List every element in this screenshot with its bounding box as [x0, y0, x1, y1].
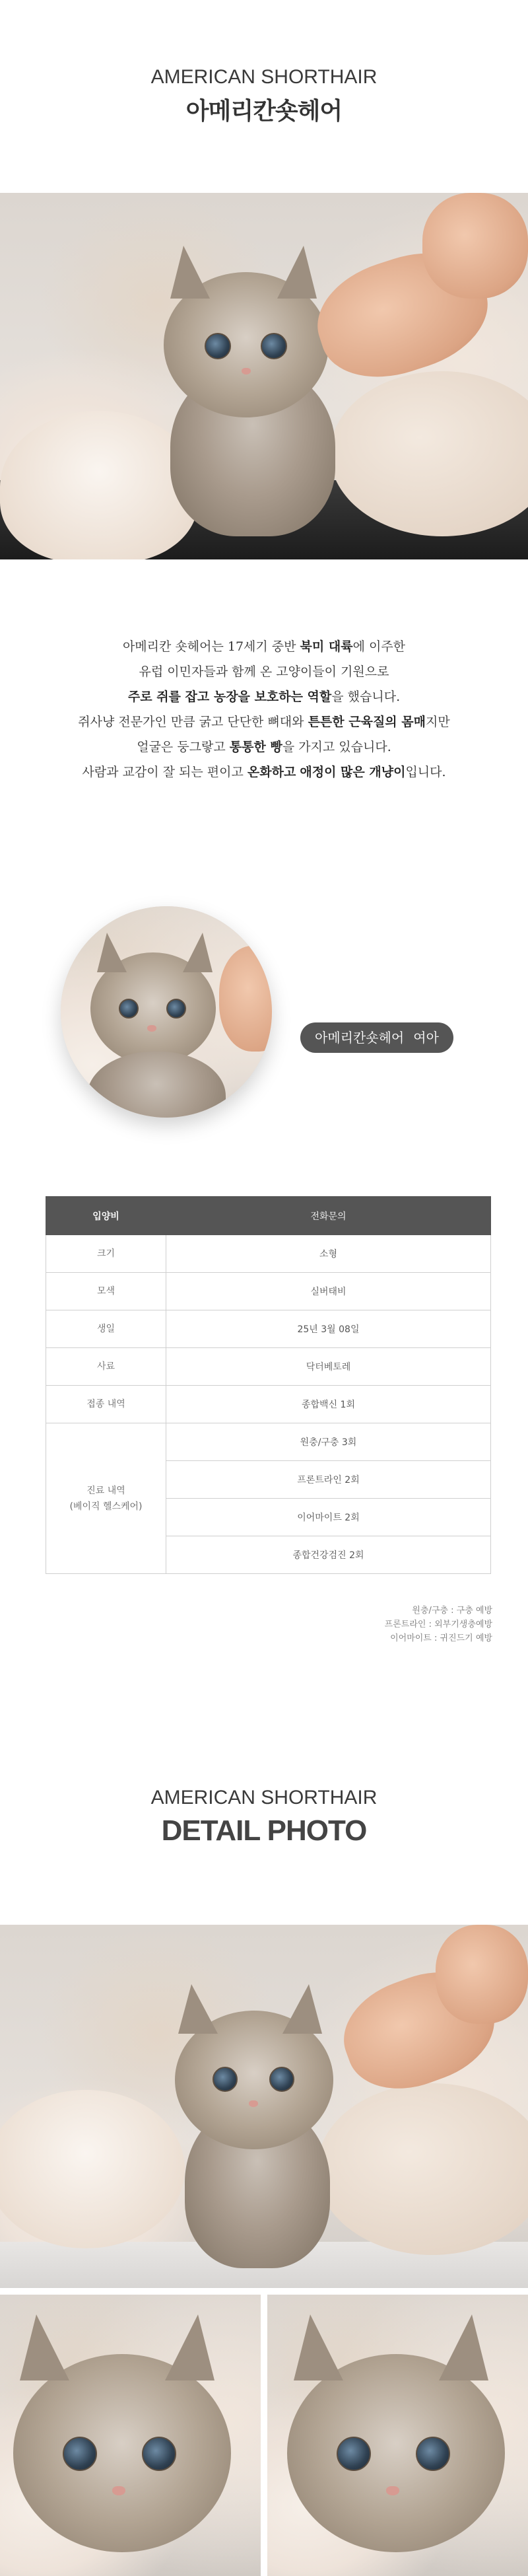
- table-row: [46, 1273, 491, 1310]
- price-header: 입양비: [46, 1197, 166, 1235]
- table-row: [46, 1386, 491, 1423]
- badge-breed: 아메리칸숏헤어: [315, 1030, 405, 1046]
- info-table: [46, 1196, 491, 1574]
- intro-text: [0, 634, 528, 785]
- intro-line: [0, 659, 528, 684]
- note-line: 원충/구충 : 구충 예방: [412, 1606, 492, 1616]
- hero-photo: [0, 193, 528, 559]
- table-header-row: [46, 1197, 491, 1235]
- intro-line: [0, 634, 528, 659]
- care-notes: [385, 1604, 492, 1645]
- intro-text-segment: 아메리칸 숏헤어는 17세기 중반: [122, 639, 300, 654]
- badge-gender: 여아: [413, 1030, 439, 1046]
- row-value: 25년 3월 08일: [166, 1310, 491, 1348]
- care-item: 프론트라인 2회: [166, 1461, 491, 1499]
- detail-header: [0, 1787, 528, 1847]
- table-row: [46, 1423, 491, 1461]
- care-label-line: 진료 내역: [86, 1485, 125, 1496]
- note-line: 프론트라인 : 외부기생충예방: [384, 1620, 492, 1629]
- table-row: [46, 1310, 491, 1348]
- row-label: 생일: [46, 1310, 166, 1348]
- intro-line: [0, 734, 528, 760]
- profile-photo: [61, 906, 272, 1118]
- note-line: 이어마이트 : 귀진드기 예방: [390, 1633, 492, 1643]
- intro-bold-segment: 북미 대륙: [300, 639, 353, 654]
- row-value: 닥터베토레: [166, 1348, 491, 1386]
- breed-english-title: AMERICAN SHORTHAIR: [150, 66, 378, 88]
- care-item: 종합건강검진 2회: [166, 1536, 491, 1574]
- care-label-line: (베이직 헬스케어): [69, 1501, 143, 1512]
- intro-text-segment: 에 이주한: [352, 639, 406, 654]
- intro-line: [0, 760, 528, 785]
- intro-bold-segment: 튼튼한 근육질의 몸매: [308, 715, 426, 729]
- table-row: [46, 1348, 491, 1386]
- intro-bold-segment: 통통한 빵: [229, 740, 282, 754]
- detail-english-title: AMERICAN SHORTHAIR: [150, 1787, 378, 1808]
- breed-korean-title: 아메리칸숏헤어: [185, 98, 343, 125]
- care-item: 원충/구충 3회: [166, 1423, 491, 1461]
- intro-text-segment: 얼굴은 둥그랗고: [137, 740, 230, 754]
- intro-bold-segment: 온화하고: [247, 765, 296, 779]
- intro-text-segment: 쥐사냥 전문가인 만큼 굵고 단단한 뼈대와: [78, 715, 308, 729]
- intro-line: [0, 709, 528, 734]
- intro-bold-segment: 주로 쥐를 잡고 농장을 보호하는 역할: [127, 690, 332, 704]
- row-label: 크기: [46, 1235, 166, 1273]
- row-label: 모색: [46, 1273, 166, 1310]
- row-label: 사료: [46, 1348, 166, 1386]
- intro-text-segment: 지만: [425, 715, 450, 729]
- intro-line: [0, 684, 528, 709]
- row-value: 실버태비: [166, 1273, 491, 1310]
- contact-header: 전화문의: [166, 1197, 491, 1235]
- row-value: 소형: [166, 1235, 491, 1273]
- detail-photo-1: [0, 1925, 528, 2288]
- care-label: [46, 1423, 166, 1574]
- detail-photo-title: DETAIL PHOTO: [161, 1814, 367, 1847]
- intro-text-segment: 사람과 교감이 잘 되는 편이고: [82, 765, 248, 779]
- row-label: 접종 내역: [46, 1386, 166, 1423]
- care-item: 이어마이트 2회: [166, 1499, 491, 1536]
- row-value: 종합백신 1회: [166, 1386, 491, 1423]
- intro-text-segment: 입니다.: [405, 765, 446, 779]
- detail-photo-3: [267, 2295, 528, 2576]
- intro-text-segment: 을 가지고 있습니다.: [282, 740, 391, 754]
- breed-gender-badge: [300, 1022, 453, 1053]
- detail-photo-2: [0, 2295, 261, 2576]
- intro-text-segment: 유럽 이민자들과 함께 온 고양이들이 기원으로: [139, 664, 389, 679]
- table-row: [46, 1235, 491, 1273]
- top-header: [0, 66, 528, 126]
- intro-text-segment: 을 했습니다.: [331, 690, 401, 704]
- intro-bold-segment: 애정이 많은 개냥이: [300, 765, 406, 779]
